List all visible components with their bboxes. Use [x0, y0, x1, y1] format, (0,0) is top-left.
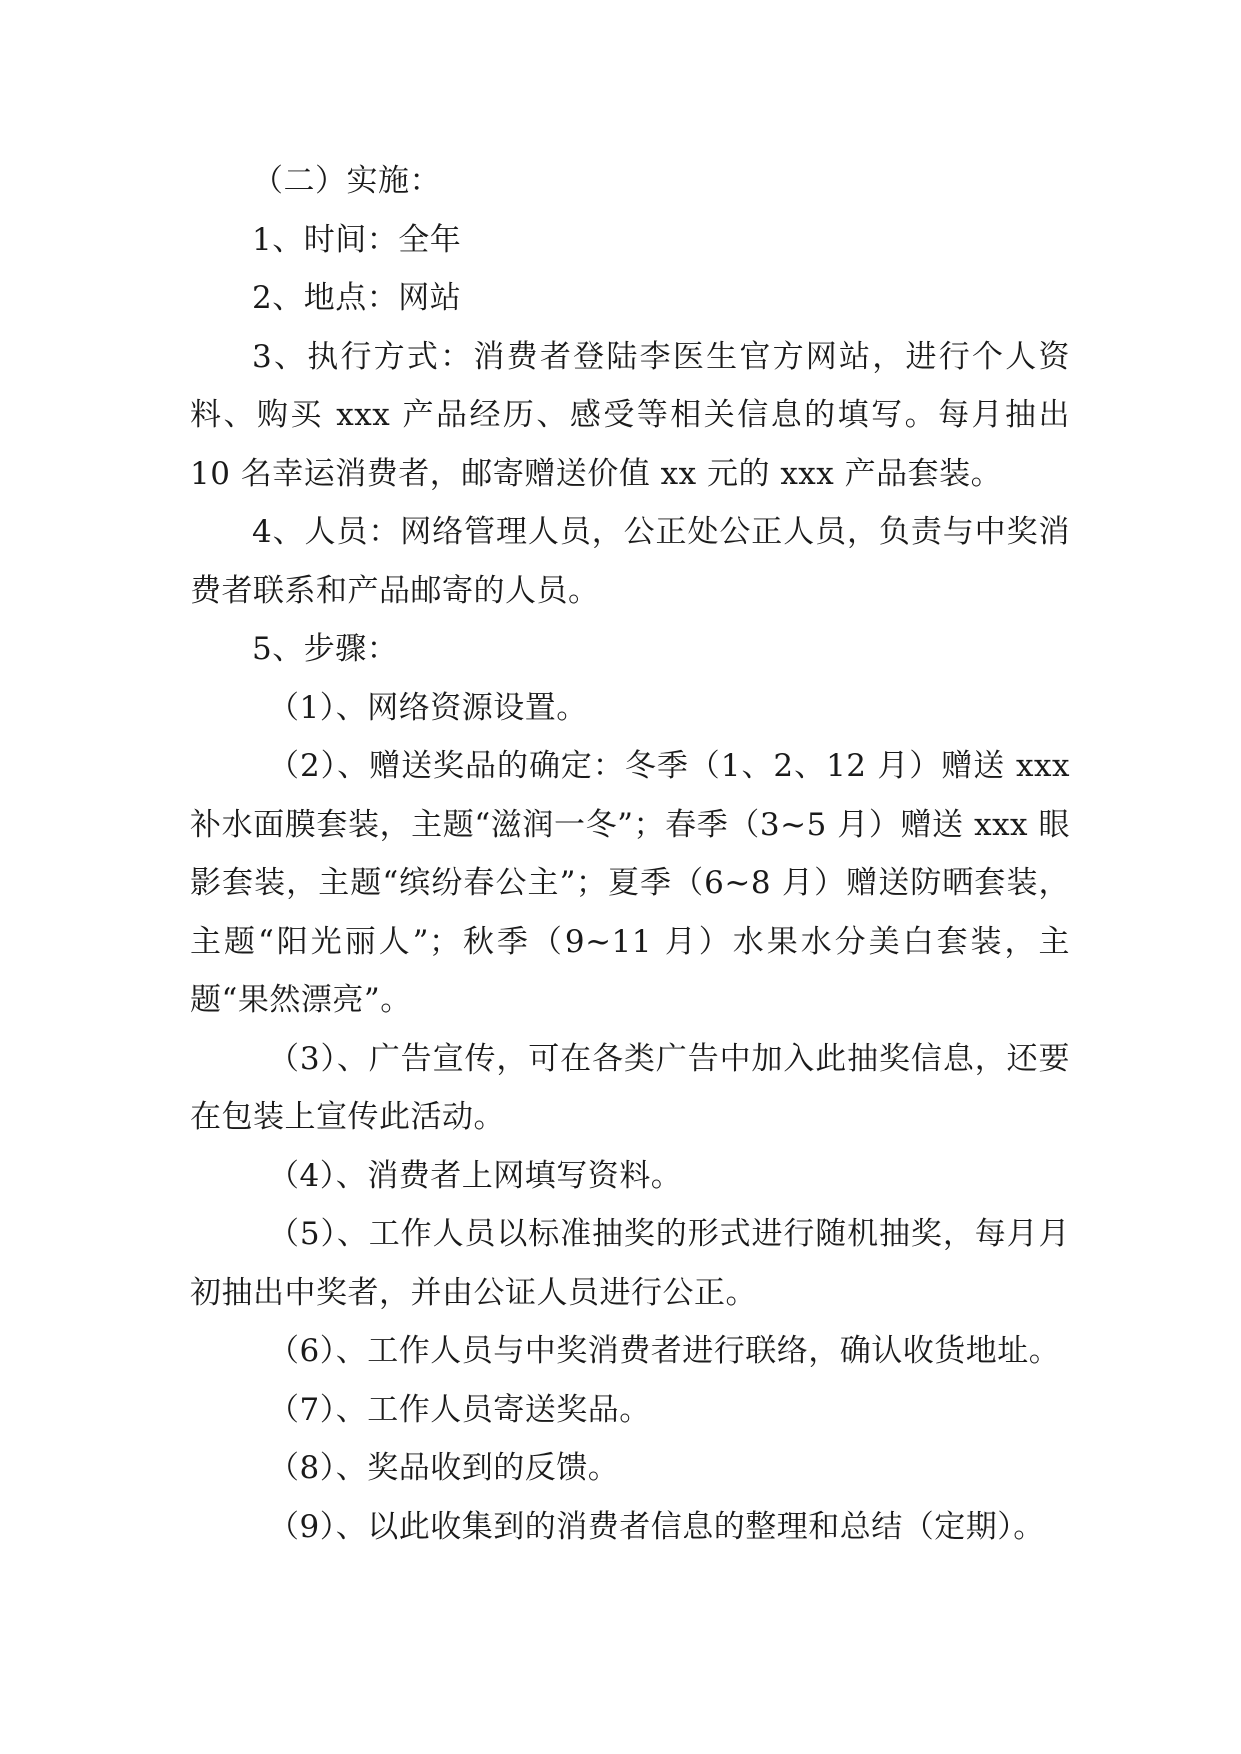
step-4: （4）、消费者上网填写资料。	[268, 1157, 683, 1194]
step-5: （5）、工作人员以标准抽奖的形式进行随机抽奖，每月月初抽出中奖者，并由公证人员进行公正。	[190, 1216, 1070, 1311]
paragraph-execution-method: 3、执行方式：消费者登陆李医生官方网站，进行个人资料、购买 xxx 产品经历、感受等相关信息的填写。每月抽出 10 名幸运消费者，邮寄赠送价值 xx 元的 xxx 产品套装。	[190, 338, 1070, 492]
step-2: （2）、赠送奖品的确定：冬季（1、2、12 月）赠送 xxx 补水面膜套装，主题“滋润一冬”；春季（3~5 月）赠送 xxx 眼影套装，主题“缤纷春公主”；夏季（6~8 月）赠送防晒套装，主题“阳光丽人”；秋季（9~11 月）水果水分美白套装，主题“果然漂亮”。	[190, 748, 1070, 1018]
section-heading: （二）实施：	[252, 163, 441, 199]
step-1: （1）、网络资源设置。	[268, 689, 588, 726]
step-9: （9）、以此收集到的消费者信息的整理和总结（定期）。	[268, 1508, 1045, 1545]
step-3: （3）、广告宣传，可在各类广告中加入此抽奖信息，还要在包装上宣传此活动。	[190, 1040, 1070, 1135]
step-6: （6）、工作人员与中奖消费者进行联络，确认收货地址。	[268, 1333, 1061, 1369]
paragraph-steps-heading: 5、步骤：	[252, 631, 399, 667]
paragraph-time: 1、时间：全年	[252, 221, 462, 258]
step-7: （7）、工作人员寄送奖品。	[268, 1391, 651, 1428]
document-body	[190, 152, 1070, 1556]
paragraph-location: 2、地点：网站	[252, 280, 462, 316]
step-8: （8）、奖品收到的反馈。	[268, 1450, 620, 1486]
paragraph-personnel: 4、人员：网络管理人员，公正处公正人员，负责与中奖消费者联系和产品邮寄的人员。	[190, 514, 1070, 609]
